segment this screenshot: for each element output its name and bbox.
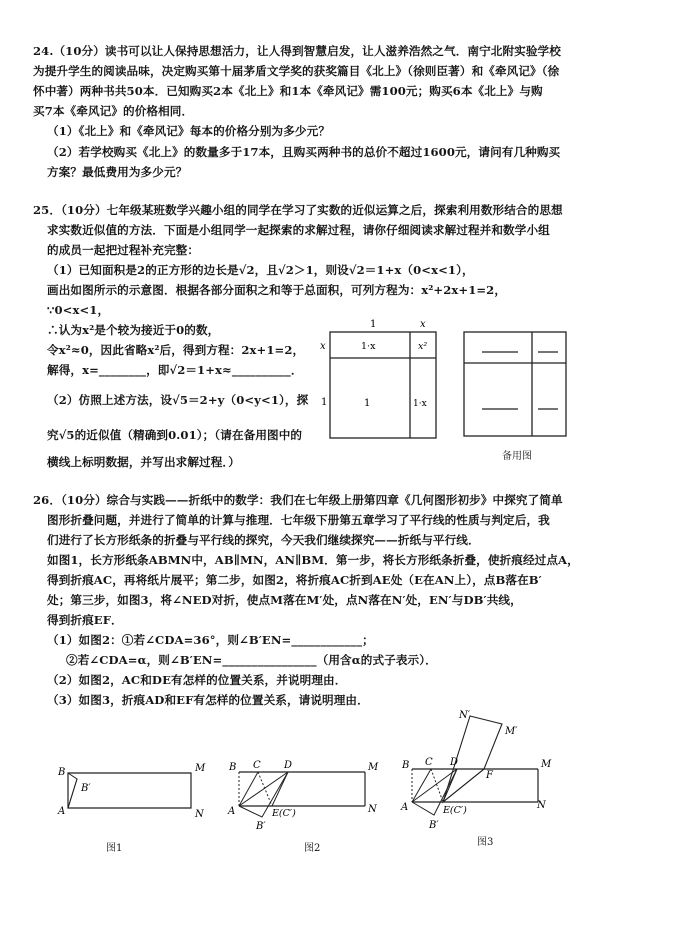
svg-text:B′: B′ [429,820,439,831]
svg-text:N: N [195,809,204,820]
top-label-x: x [420,319,426,330]
q25-line-8: 令x²≈0，因此省略x²后，得到方程：2x+1=2， [47,343,305,357]
spare-figure-caption: 备用图 [502,451,532,462]
svg-text:A: A [401,802,409,813]
q25-line-9: 解得，x=________，即√2＝1+x≈__________． [47,363,303,377]
svg-text:M′: M′ [505,726,518,737]
q26-line-6: 处；第三步，如图3，将∠NED对折，使点M落在M′处，点N落在N′处，EN′与DB′共线， [47,593,522,607]
q25-part-1: （1）已知面积是2的正方形的边长是√2，且√2＞1，则设√2＝1+x（0<x<1）， [47,263,474,277]
q24-line-4: 买7本《牵风记》的价格相同． [33,104,194,118]
figure-3-caption: 图3 [477,837,494,848]
q24-line-3: 怀中著）两种书共50本．已知购买2本《北上》和1本《牵风记》需100元；购买6本《北上》与购 [33,84,543,98]
q24-part-2: （2）若学校购买《北上》的数量多于17本，且购买两种书的总价不超过1600元，请问有几种购买 [47,145,561,159]
cell-x2: x² [418,341,428,352]
q25-line-1: 25．（10分）七年级某班数学兴趣小组的同学在学习了实数的近似运算之后，探索利用数形结合的思想 [33,203,563,217]
q26-line-5: 得到折痕AC，再将纸片展平；第二步，如图2，将折痕AC折到AE处（E在AN上），点B落在B′ [47,573,542,587]
q25-line-7: ∴认为x²是个较为接近于0的数， [47,323,220,337]
top-label-1: 1 [370,319,377,330]
q26-line-2: 图形折叠问题，并进行了简单的计算与推理．七年级下册第五章学习了平行线的性质与判定后，我 [47,513,550,527]
svg-text:B: B [58,767,66,778]
svg-text:N: N [537,800,546,811]
svg-text:C: C [253,760,261,771]
q26-line-4: 如图1，长方形纸条ABMN中，AB∥MN，AN∥BM．第一步，将长方形纸条折叠，使折痕经过点A， [47,553,579,567]
svg-text:D: D [284,760,293,771]
q26-part-2: （2）如图2，AC和DE有怎样的位置关系，并说明理由． [47,673,347,687]
svg-text:N′: N′ [459,710,471,721]
svg-text:B: B [229,762,237,773]
spare-figure [460,330,570,440]
svg-text:B′: B′ [256,821,266,832]
q24-part-2-cont: 方案？最低费用为多少元？ [47,165,188,179]
cell-1x: 1·x [361,341,376,352]
q24-part-1: （1）《北上》和《牵风记》每本的价格分别为多少元？ [47,124,331,138]
q25-line-11: 究√5的近似值（精确到0.01）；（请在备用图中的 [47,428,303,442]
cell-1: 1 [364,398,371,409]
area-model-figure [318,316,443,441]
q26-line-3: 们进行了长方形纸条的折叠与平行线的探究，今天我们继续探究——折纸与平行线． [47,533,480,547]
q25-line-12: 横线上标明数据，并写出求解过程．） [47,455,240,469]
q24-line-2: 为提升学生的阅读品味，决定购买第十届茅盾文学奖的获奖篇目《北上》（徐则臣著）和《牵风记》（徐 [33,64,560,78]
svg-text:M: M [195,763,206,774]
svg-text:N: N [368,804,377,815]
q26-line-7: 得到折痕EF． [47,613,123,627]
svg-text:E(C′): E(C′) [272,808,296,819]
svg-text:M: M [368,762,379,773]
svg-text:D: D [450,757,459,768]
figure-3 [398,705,558,835]
svg-text:A: A [58,806,66,817]
figure-1 [55,755,215,825]
left-label-x: x [320,341,326,352]
svg-text:C: C [425,757,433,768]
q26-part-3: （3）如图3，折痕AD和EF有怎样的位置关系，请说明理由． [47,693,369,707]
cell-1x-bottom: 1·x [413,399,427,409]
svg-text:E(C′): E(C′) [443,805,467,816]
figure-1-caption: 图1 [106,843,123,854]
q26-part-1-ii: ②若∠CDA=α，则∠B′EN=________________（用含α的式子表示）． [66,653,437,667]
q25-line-6: ∵0<x<1， [47,303,110,317]
figure-2 [225,755,385,835]
left-label-1: 1 [321,397,328,408]
q25-line-3: 的成员一起把过程补充完整： [47,243,200,257]
q24-line-1: 24.（10分）读书可以让人保持思想活力，让人得到智慧启发，让人滋养浩然之气．南宁北附实验学校 [33,44,561,58]
svg-text:B: B [402,760,410,771]
q26-line-1: 26．（10分）综合与实践——折纸中的数学：我们在七年级上册第四章《几何图形初步》中探究了简单 [33,493,563,507]
q26-part-1-i: （1）如图2：①若∠CDA=36°，则∠B′EN=____________； [47,633,374,647]
svg-text:M: M [541,759,552,770]
svg-text:F: F [486,770,493,781]
figure-2-caption: 图2 [304,843,321,854]
svg-text:B′: B′ [81,783,91,794]
q25-line-5: 画出如图所示的示意图．根据各部分面积之和等于总面积，可列方程为：x²+2x+1=2， [47,283,507,297]
svg-text:A: A [228,806,236,817]
q25-part-2: （2）仿照上述方法，设√5＝2+y（0<y<1），探 [47,393,309,407]
q25-line-2: 求实数近似值的方法．下面是小组同学一起探索的求解过程，请你仔细阅读求解过程并和数学小组 [47,223,550,237]
